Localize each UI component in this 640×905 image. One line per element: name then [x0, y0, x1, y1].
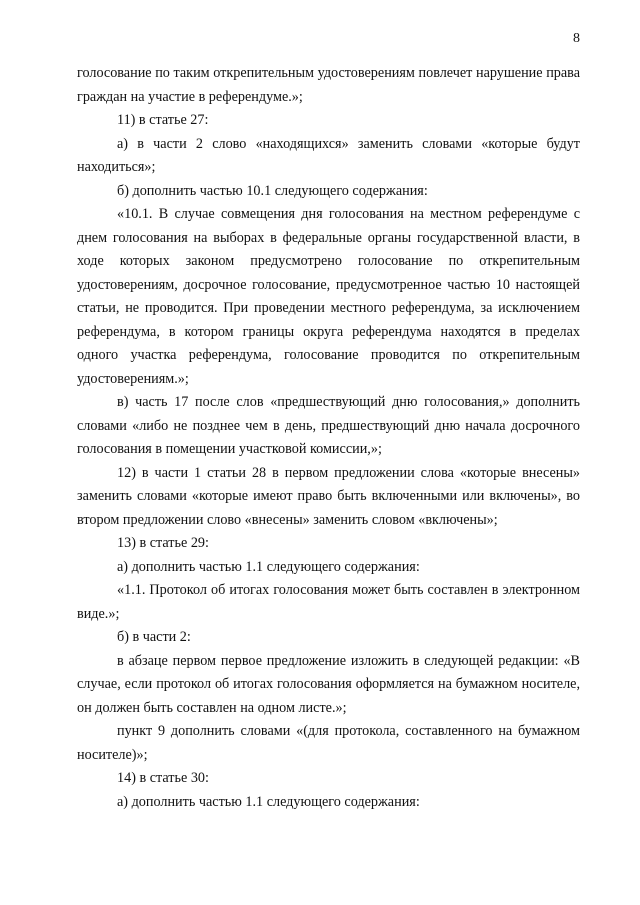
paragraph: в абзаце первом первое предложение изложить в следующей редакции: «В случае, если протокол об итогах голосования оформляется на бумажном носителе, он должен быть составлен на одном листе.»; [77, 652, 580, 716]
paragraph: а) дополнить частью 1.1 следующего содержания: [117, 793, 420, 810]
document-body [77, 62, 580, 814]
paragraph: 12) в части 1 статьи 28 в первом предложении слова «которые внесены» заменить словами «которые имеют право быть включенными или включены», во втором предложении слово «внесены» заменить словом «включены»; [77, 464, 580, 528]
paragraph: а) дополнить частью 1.1 следующего содержания: [117, 558, 420, 575]
paragraph: «10.1. В случае совмещения дня голосования на местном референдуме с днем голосования на выборах в федеральные органы государственной власти, в ходе которых законом предусмотрено голосование по открепительным удостоверениям, досрочное голосование, предусмотренное частью 10 настоящей статьи, не проводится. При проведении местного референдума, за исключением референдума, в котором границы округа референдума находятся в пределах одного участка референдума, голосование проводится по открепительным удостоверениям.»; [77, 206, 580, 387]
paragraph: б) в части 2: [117, 629, 191, 645]
paragraph: пункт 9 дополнить словами «(для протокола, составленного на бумажном носителе)»; [77, 723, 580, 763]
paragraph: «1.1. Протокол об итогах голосования может быть составлен в электронном виде.»; [77, 582, 580, 622]
paragraph: в) часть 17 после слов «предшествующий дню голосования,» дополнить словами «либо не позднее чем в день, предшествующий дню начала досрочного голосования в помещении участковой комиссии,»; [77, 394, 580, 457]
paragraph: 11) в статье 27: [117, 112, 209, 128]
page-number: 8 [573, 31, 580, 46]
paragraph: а) в части 2 слово «находящихся» заменить словами «которые будут находиться»; [77, 135, 580, 175]
paragraph: голосование по таким открепительным удостоверениям повлечет нарушение права граждан на участие в референдуме.»; [77, 65, 580, 105]
paragraph: 13) в статье 29: [117, 535, 209, 551]
paragraph: 14) в статье 30: [117, 770, 209, 786]
paragraph: б) дополнить частью 10.1 следующего содержания: [117, 182, 428, 199]
